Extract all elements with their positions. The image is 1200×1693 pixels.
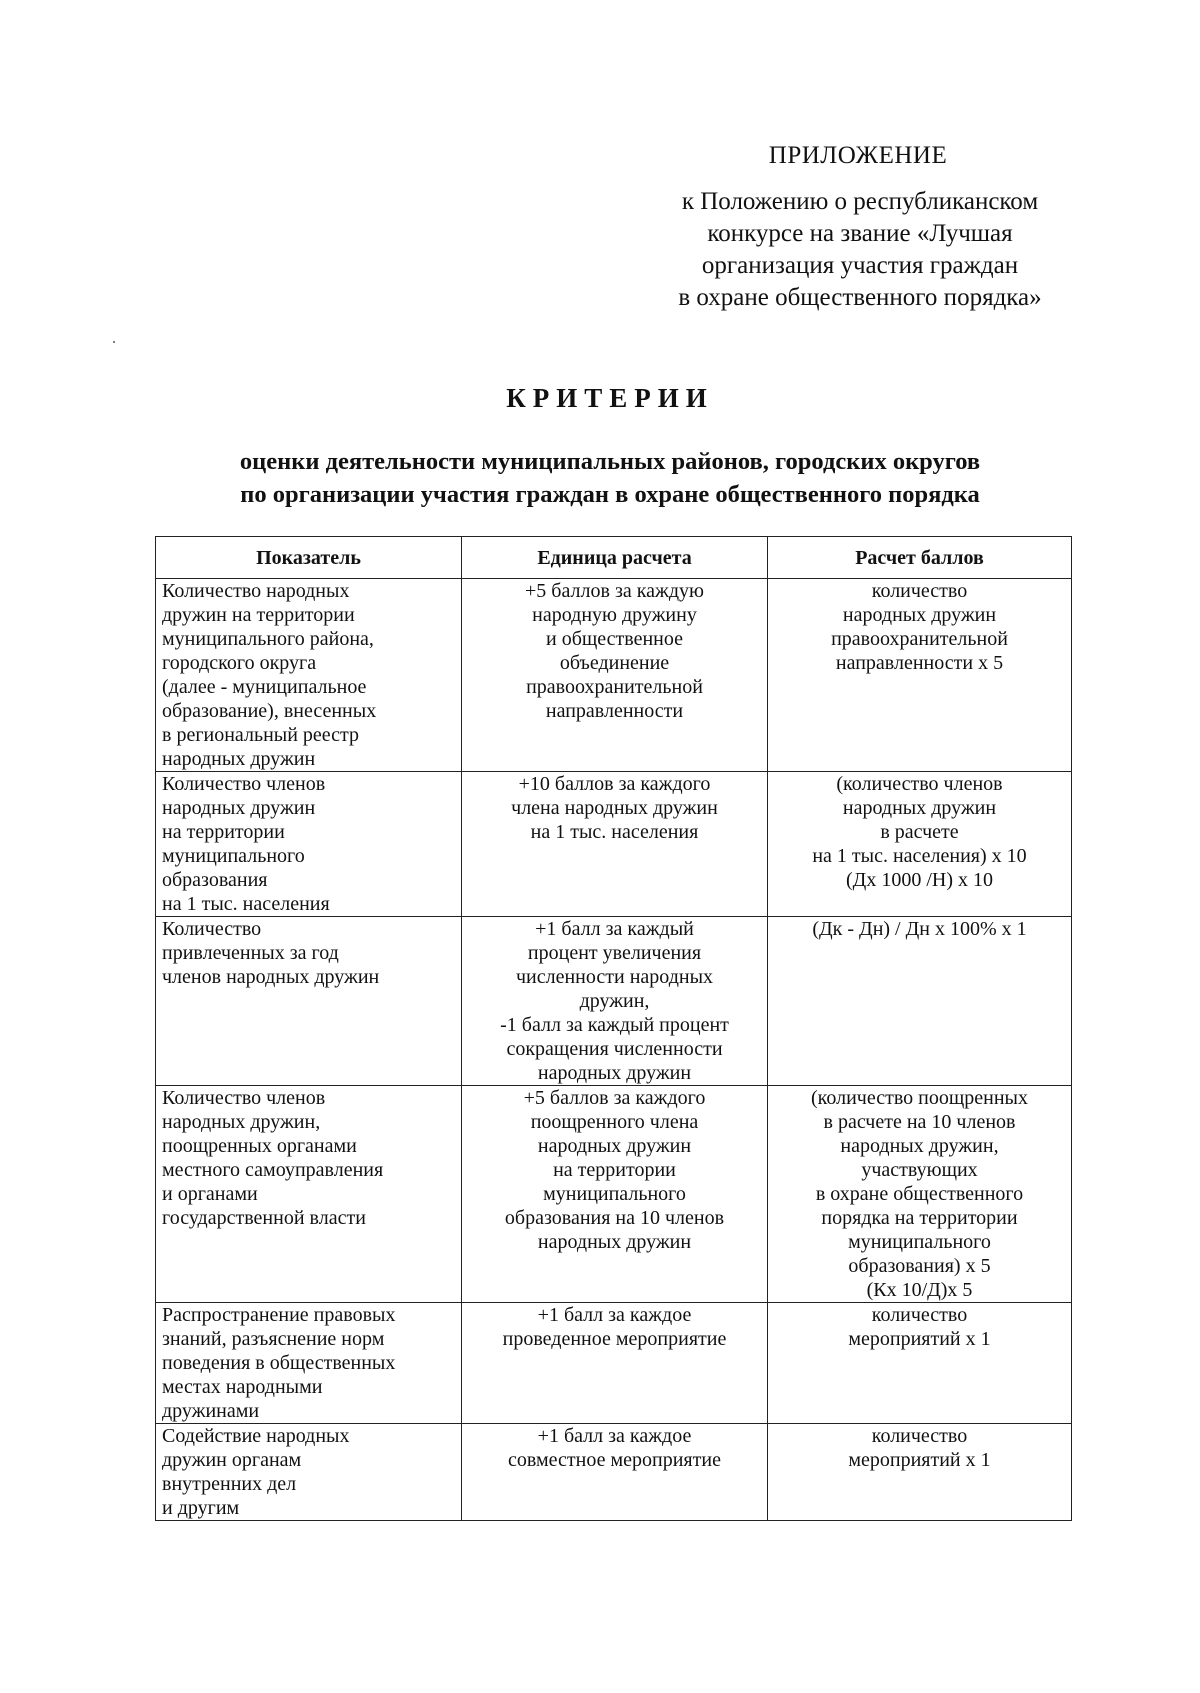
indicator-cell xyxy=(156,579,462,772)
cell-line: количество xyxy=(871,1304,968,1326)
cell-line: народных дружин xyxy=(162,748,316,770)
cell-line: +5 баллов за каждого xyxy=(523,1087,706,1109)
unit-cell xyxy=(462,1303,768,1424)
calc-cell xyxy=(768,1424,1072,1521)
cell-line: +1 балл за каждый xyxy=(535,918,694,940)
cell-line: муниципального xyxy=(848,1231,991,1253)
cell-line: народных дружин xyxy=(842,604,997,626)
calc-cell xyxy=(768,579,1072,772)
unit-cell xyxy=(462,1424,768,1521)
cell-line: дружинами xyxy=(162,1400,260,1422)
cell-line: +1 балл за каждое xyxy=(537,1425,692,1447)
cell-line: на территории xyxy=(162,821,285,843)
cell-line: (Дк - Дн) / Дн х 100% х 1 xyxy=(812,918,1027,940)
cell-line: знаний, разъяснение норм xyxy=(162,1328,385,1350)
cell-line: члена народных дружин xyxy=(511,797,718,819)
cell-line: Количество народных xyxy=(162,580,350,602)
cell-line: количество xyxy=(871,580,968,602)
subtitle-line: по организации участия граждан в охране общественного порядка xyxy=(240,481,980,508)
cell-line: Содействие народных xyxy=(162,1425,350,1447)
cell-line: в охране общественного xyxy=(815,1183,1024,1205)
appendix-line: к Положению о республиканском xyxy=(681,188,1039,215)
unit-cell xyxy=(462,772,768,917)
criteria-table xyxy=(155,536,1072,1521)
cell-line: муниципального района, xyxy=(162,628,374,650)
cell-line: на 1 тыс. населения xyxy=(530,821,699,843)
appendix-line: в охране общественного порядка» xyxy=(678,284,1042,311)
cell-line: и другим xyxy=(162,1497,240,1519)
cell-line: правоохранительной xyxy=(526,676,703,698)
cell-line: образование), внесенных xyxy=(162,700,377,722)
document-title: КРИТЕРИИ xyxy=(506,383,714,413)
table-header-row xyxy=(156,537,1072,579)
cell-line: внутренних дел xyxy=(162,1473,297,1495)
table-row xyxy=(156,579,1072,772)
cell-line: муниципального xyxy=(162,845,305,867)
cell-line: поощренных органами xyxy=(162,1135,357,1157)
cell-line: в региональный реестр xyxy=(162,724,360,746)
appendix-subtitle xyxy=(640,186,1080,314)
cell-line: Распространение правовых xyxy=(162,1304,396,1326)
appendix-line: организация участия граждан xyxy=(701,252,1019,279)
cell-line: Количество xyxy=(162,918,262,940)
cell-line: членов народных дружин xyxy=(162,966,380,988)
indicator-cell xyxy=(156,917,462,1086)
cell-line: сокращения численности xyxy=(506,1038,723,1060)
calc-cell xyxy=(768,1303,1072,1424)
cell-line: +1 балл за каждое xyxy=(537,1304,692,1326)
calc-cell xyxy=(768,772,1072,917)
cell-line: на 1 тыс. населения xyxy=(162,893,330,915)
cell-line: местах народными xyxy=(162,1376,323,1398)
scan-speck xyxy=(113,341,115,343)
cell-line: (количество членов xyxy=(836,773,1003,795)
cell-line: народных дружин xyxy=(842,797,997,819)
indicator-cell xyxy=(156,1303,462,1424)
table-body xyxy=(156,579,1072,1521)
cell-line: государственной власти xyxy=(162,1207,366,1229)
cell-line: местного самоуправления xyxy=(162,1159,384,1181)
cell-line: народных дружин, xyxy=(162,1111,321,1133)
cell-line: порядка на территории xyxy=(821,1207,1018,1229)
cell-line: и общественное xyxy=(545,628,683,650)
cell-line: поощренного члена xyxy=(530,1111,699,1133)
cell-line: привлеченных за год xyxy=(162,942,339,964)
cell-line: на 1 тыс. населения) х 10 xyxy=(812,845,1027,867)
cell-line: объединение xyxy=(559,652,670,674)
cell-line: направленности xyxy=(545,700,684,722)
cell-line: образования xyxy=(162,869,268,891)
cell-line: -1 балл за каждый процент xyxy=(500,1014,729,1036)
header-calc: Расчет баллов xyxy=(768,537,1072,579)
calc-cell xyxy=(768,917,1072,1086)
cell-line: народных дружин xyxy=(537,1231,692,1253)
cell-line: численности народных xyxy=(515,966,714,988)
cell-line: на территории xyxy=(553,1159,676,1181)
cell-line: народных дружин, xyxy=(840,1135,999,1157)
cell-line: (Кх 10/Д)х 5 xyxy=(866,1279,973,1301)
cell-line: народных дружин xyxy=(537,1135,692,1157)
cell-line: (далее - муниципальное xyxy=(162,676,367,698)
cell-line: проведенное мероприятие xyxy=(502,1328,727,1350)
cell-line: поведения в общественных xyxy=(162,1352,396,1374)
cell-line: и органами xyxy=(162,1183,258,1205)
cell-line: участвующих xyxy=(861,1159,978,1181)
cell-line: процент увеличения xyxy=(527,942,702,964)
cell-line: +5 баллов за каждую xyxy=(525,580,704,602)
subtitle-line: оценки деятельности муниципальных районов, городских округов xyxy=(239,448,981,475)
cell-line: мероприятий х 1 xyxy=(848,1328,991,1350)
cell-line: дружин органам xyxy=(162,1449,302,1471)
cell-line: образования) х 5 xyxy=(848,1255,991,1277)
cell-line: мероприятий х 1 xyxy=(848,1449,991,1471)
cell-line: дружин, xyxy=(579,990,650,1012)
cell-line: городского округа xyxy=(162,652,317,674)
table-row xyxy=(156,1086,1072,1303)
cell-line: +10 баллов за каждого xyxy=(518,773,711,795)
cell-line: (количество поощренных xyxy=(811,1087,1028,1109)
table-row xyxy=(156,917,1072,1086)
appendix-title: ПРИЛОЖЕНИЕ xyxy=(768,142,948,169)
cell-line: Количество членов xyxy=(162,1087,326,1109)
table-row xyxy=(156,772,1072,917)
cell-line: Количество членов xyxy=(162,773,326,795)
cell-line: (Дх 1000 /Н) х 10 xyxy=(846,869,993,891)
cell-line: в расчете на 10 членов xyxy=(823,1111,1016,1133)
cell-line: образования на 10 членов xyxy=(504,1207,725,1229)
indicator-cell xyxy=(156,1086,462,1303)
cell-line: совместное мероприятие xyxy=(508,1449,721,1471)
appendix-line: конкурсе на звание «Лучшая xyxy=(707,220,1013,247)
unit-cell xyxy=(462,579,768,772)
indicator-cell xyxy=(156,1424,462,1521)
calc-cell xyxy=(768,1086,1072,1303)
cell-line: народных дружин xyxy=(537,1062,692,1084)
cell-line: народных дружин xyxy=(162,797,316,819)
indicator-cell xyxy=(156,772,462,917)
table-row xyxy=(156,1303,1072,1424)
cell-line: народную дружину xyxy=(532,604,697,626)
header-indicator: Показатель xyxy=(156,537,462,579)
cell-line: муниципального xyxy=(543,1183,686,1205)
cell-line: правоохранительной xyxy=(831,628,1008,650)
cell-line: дружин на территории xyxy=(162,604,355,626)
header-unit: Единица расчета xyxy=(462,537,768,579)
document-subtitle xyxy=(150,445,1070,511)
cell-line: количество xyxy=(871,1425,968,1447)
unit-cell xyxy=(462,917,768,1086)
cell-line: в расчете xyxy=(880,821,959,843)
table-row xyxy=(156,1424,1072,1521)
unit-cell xyxy=(462,1086,768,1303)
cell-line: направленности х 5 xyxy=(835,652,1004,674)
